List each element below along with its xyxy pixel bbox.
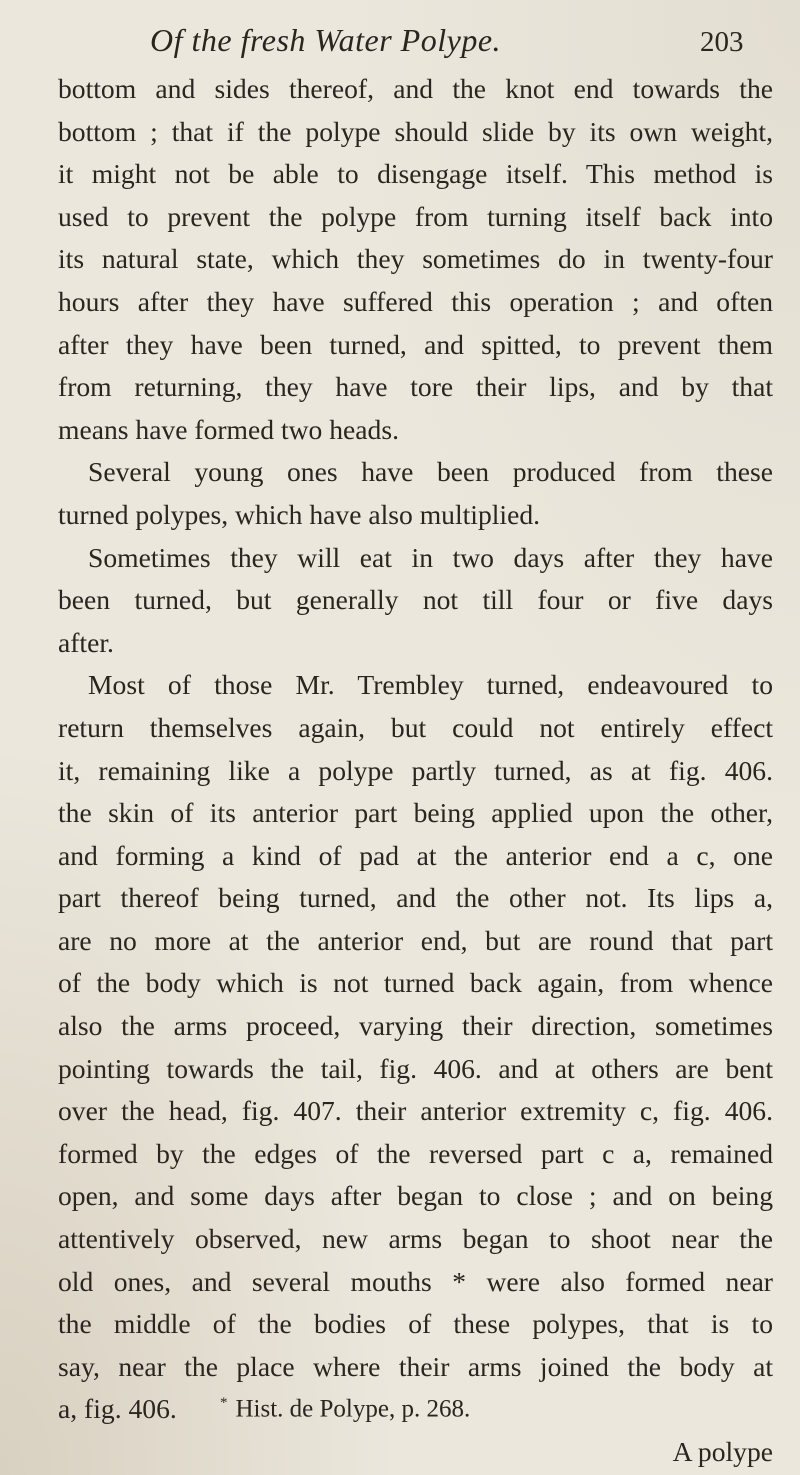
text-line: its natural state, which they sometimes do in twenty-four [58, 243, 773, 275]
text-line: after they have been turned, and spitted, to prevent them [58, 328, 773, 360]
text-line: been turned, but generally not till four or five days [58, 584, 773, 616]
text-line: a, fig. 406. [58, 1393, 177, 1425]
footnote-mark: * [220, 1395, 228, 1411]
text-line: part thereof being turned, and the other not. Its lips a, [58, 882, 773, 914]
text-line: of the body which is not turned back again, from whence [58, 967, 773, 999]
text-line: open, and some days after began to close ; and on being [58, 1180, 773, 1212]
text-line: are no more at the anterior end, but are round that part [58, 924, 773, 956]
text-line: and forming a kind of pad at the anterior end a c, one [58, 839, 773, 871]
footnote-text: Hist. de Polype, p. 268. [235, 1395, 471, 1423]
text-line: Several young ones have been produced from these [88, 456, 773, 488]
text-line: return themselves again, but could not entirely effect [58, 711, 773, 743]
text-line: the skin of its anterior part being applied upon the other, [58, 797, 773, 829]
text-line: the middle of the bodies of these polypes, that is to [58, 1308, 773, 1340]
text-line: also the arms proceed, varying their direction, sometimes [58, 1010, 773, 1042]
text-line: pointing towards the tail, fig. 406. and at others are bent [58, 1052, 773, 1084]
text-line: bottom ; that if the polype should slide by its own weight, [58, 115, 773, 147]
text-line: bottom and sides thereof, and the knot end towards the [58, 73, 773, 104]
text-line: after. [58, 626, 114, 658]
text-line: Most of those Mr. Trembley turned, endeavoured to [88, 669, 773, 701]
catchword: A polype [672, 1436, 773, 1467]
text-line: it might not be able to disengage itself. This method is [58, 158, 773, 190]
text-line: means have formed two heads. [58, 413, 399, 445]
page-header [0, 22, 800, 66]
page-number: 203 [700, 26, 744, 58]
text-line: over the head, fig. 407. their anterior extremity c, fig. 406. [58, 1095, 773, 1127]
text-line: turned polypes, which have also multiplied. [58, 498, 541, 530]
text-line: say, near the place where their arms joined the body at [58, 1350, 773, 1382]
text-line: it, remaining like a polype partly turned, as at fig. 406. [58, 754, 773, 786]
footnote [220, 1395, 470, 1423]
body-text [58, 68, 773, 1474]
text-line: formed by the edges of the reversed part c a, remained [58, 1137, 773, 1169]
text-line: from returning, they have tore their lips, and by that [58, 371, 773, 403]
text-line: old ones, and several mouths * were also formed near [58, 1265, 773, 1297]
text-line: hours after they have suffered this operation ; and often [58, 285, 773, 317]
running-title: Of the fresh Water Polype. [150, 22, 502, 58]
text-line: attentively observed, new arms began to shoot near the [58, 1223, 773, 1255]
text-line: used to prevent the polype from turning itself back into [58, 200, 773, 232]
text-line: Sometimes they will eat in two days after they have [88, 541, 773, 573]
